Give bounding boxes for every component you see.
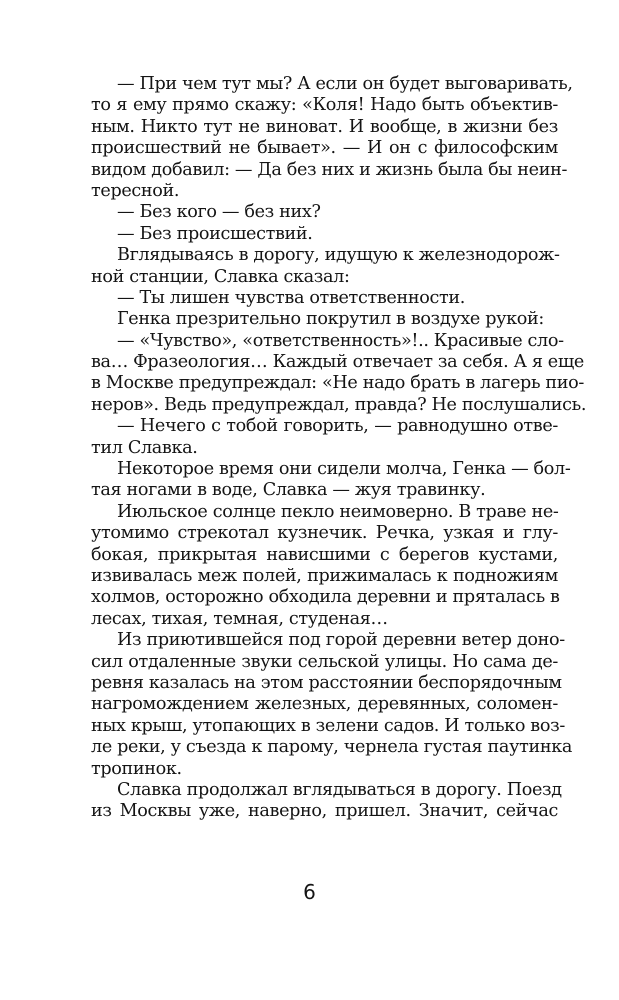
text-line: нагромождением железных, деревянных, соломен- — [91, 694, 558, 715]
paragraph — [91, 416, 558, 459]
text-line: Генка презрительно покрутил в воздухе рукой: — [117, 309, 544, 330]
text-line: холмов, осторожно обходила деревни и пряталась в — [91, 587, 560, 608]
text-line: ным. Никто тут не виноват. И вообще, в жизни без — [91, 116, 558, 137]
text-line: утомимо стрекотал кузнечик. Речка, узкая и глу- — [91, 523, 558, 544]
paragraph — [91, 245, 558, 288]
text-line: — При чем тут мы? А если он будет выговаривать, — [117, 74, 573, 94]
text-line: — Без кого — без них? — [117, 202, 321, 223]
text-line: лесах, тихая, темная, студеная… — [91, 608, 388, 629]
text-line: тая ногами в воде, Славка — жуя травинку. — [91, 480, 486, 501]
paragraph — [91, 202, 558, 223]
text-line: тил Славка. — [91, 437, 198, 458]
paragraph — [91, 502, 558, 630]
text-line: из Москвы уже, наверно, пришел. Значит, сейчас — [91, 801, 558, 822]
text-line: — «Чувство», «ответственность»!.. Красивые сло- — [117, 330, 564, 351]
text-line: ной станции, Славка сказал: — [91, 266, 350, 287]
text-line: — Нечего с тобой говорить, — равнодушно отве- — [117, 416, 558, 437]
text-line: — Ты лишен чувства ответственности. — [117, 287, 465, 308]
text-line: ле реки, у съезда к парому, чернела густая паутинка — [91, 737, 572, 758]
text-line: Некоторое время они сидели молча, Генка — бол- — [117, 459, 571, 480]
text-line: Славка продолжал вглядываться в дорогу. Поезд — [117, 779, 562, 800]
paragraph — [91, 309, 558, 330]
paragraph — [91, 779, 562, 823]
text-line: Вглядываясь в дорогу, идущую к железнодорож- — [117, 245, 560, 266]
text-line: происшествий не бывает». — И он с философским — [91, 138, 558, 159]
paragraph — [91, 459, 571, 502]
paragraph — [91, 288, 558, 309]
text-line: ных крыш, утопающих в зелени садов. И только воз- — [91, 715, 565, 736]
text-line: то я ему прямо скажу: «Коля! Надо быть объектив- — [91, 95, 558, 116]
text-line: Из приютившейся под горой деревни ветер доно- — [117, 630, 565, 651]
text-line: тропинок. — [91, 758, 182, 779]
text-line: — Без происшествий. — [117, 223, 313, 244]
text-line: ва… Фразеология… Каждый отвечает за себя. А я еще — [91, 352, 584, 373]
text-line: извивалась меж полей, прижималась к подножиям — [91, 565, 558, 586]
text-line: тересной. — [91, 180, 180, 201]
text-line: бокая, прикрытая нависшими с берегов кустами, — [91, 544, 558, 565]
paragraph — [91, 224, 558, 245]
page-number: 6 — [303, 880, 316, 904]
text-line: Июльское солнце пекло неимоверно. В траве не- — [117, 501, 559, 522]
text-line: неров». Ведь предупреждал, правда? Не послушались. — [91, 394, 587, 415]
text-line: сил отдаленные звуки сельской улицы. Но сама де- — [91, 651, 558, 672]
text-line: видом добавил: — Да без них и жизнь была бы неин- — [91, 159, 568, 180]
body-text — [91, 74, 587, 823]
text-line: в Москве предупреждал: «Не надо брать в лагерь пио- — [91, 373, 585, 394]
paragraph — [91, 630, 572, 780]
paragraph — [91, 74, 573, 202]
paragraph — [91, 330, 587, 417]
text-line: ревня казалась на этом расстоянии беспорядочным — [91, 672, 562, 693]
